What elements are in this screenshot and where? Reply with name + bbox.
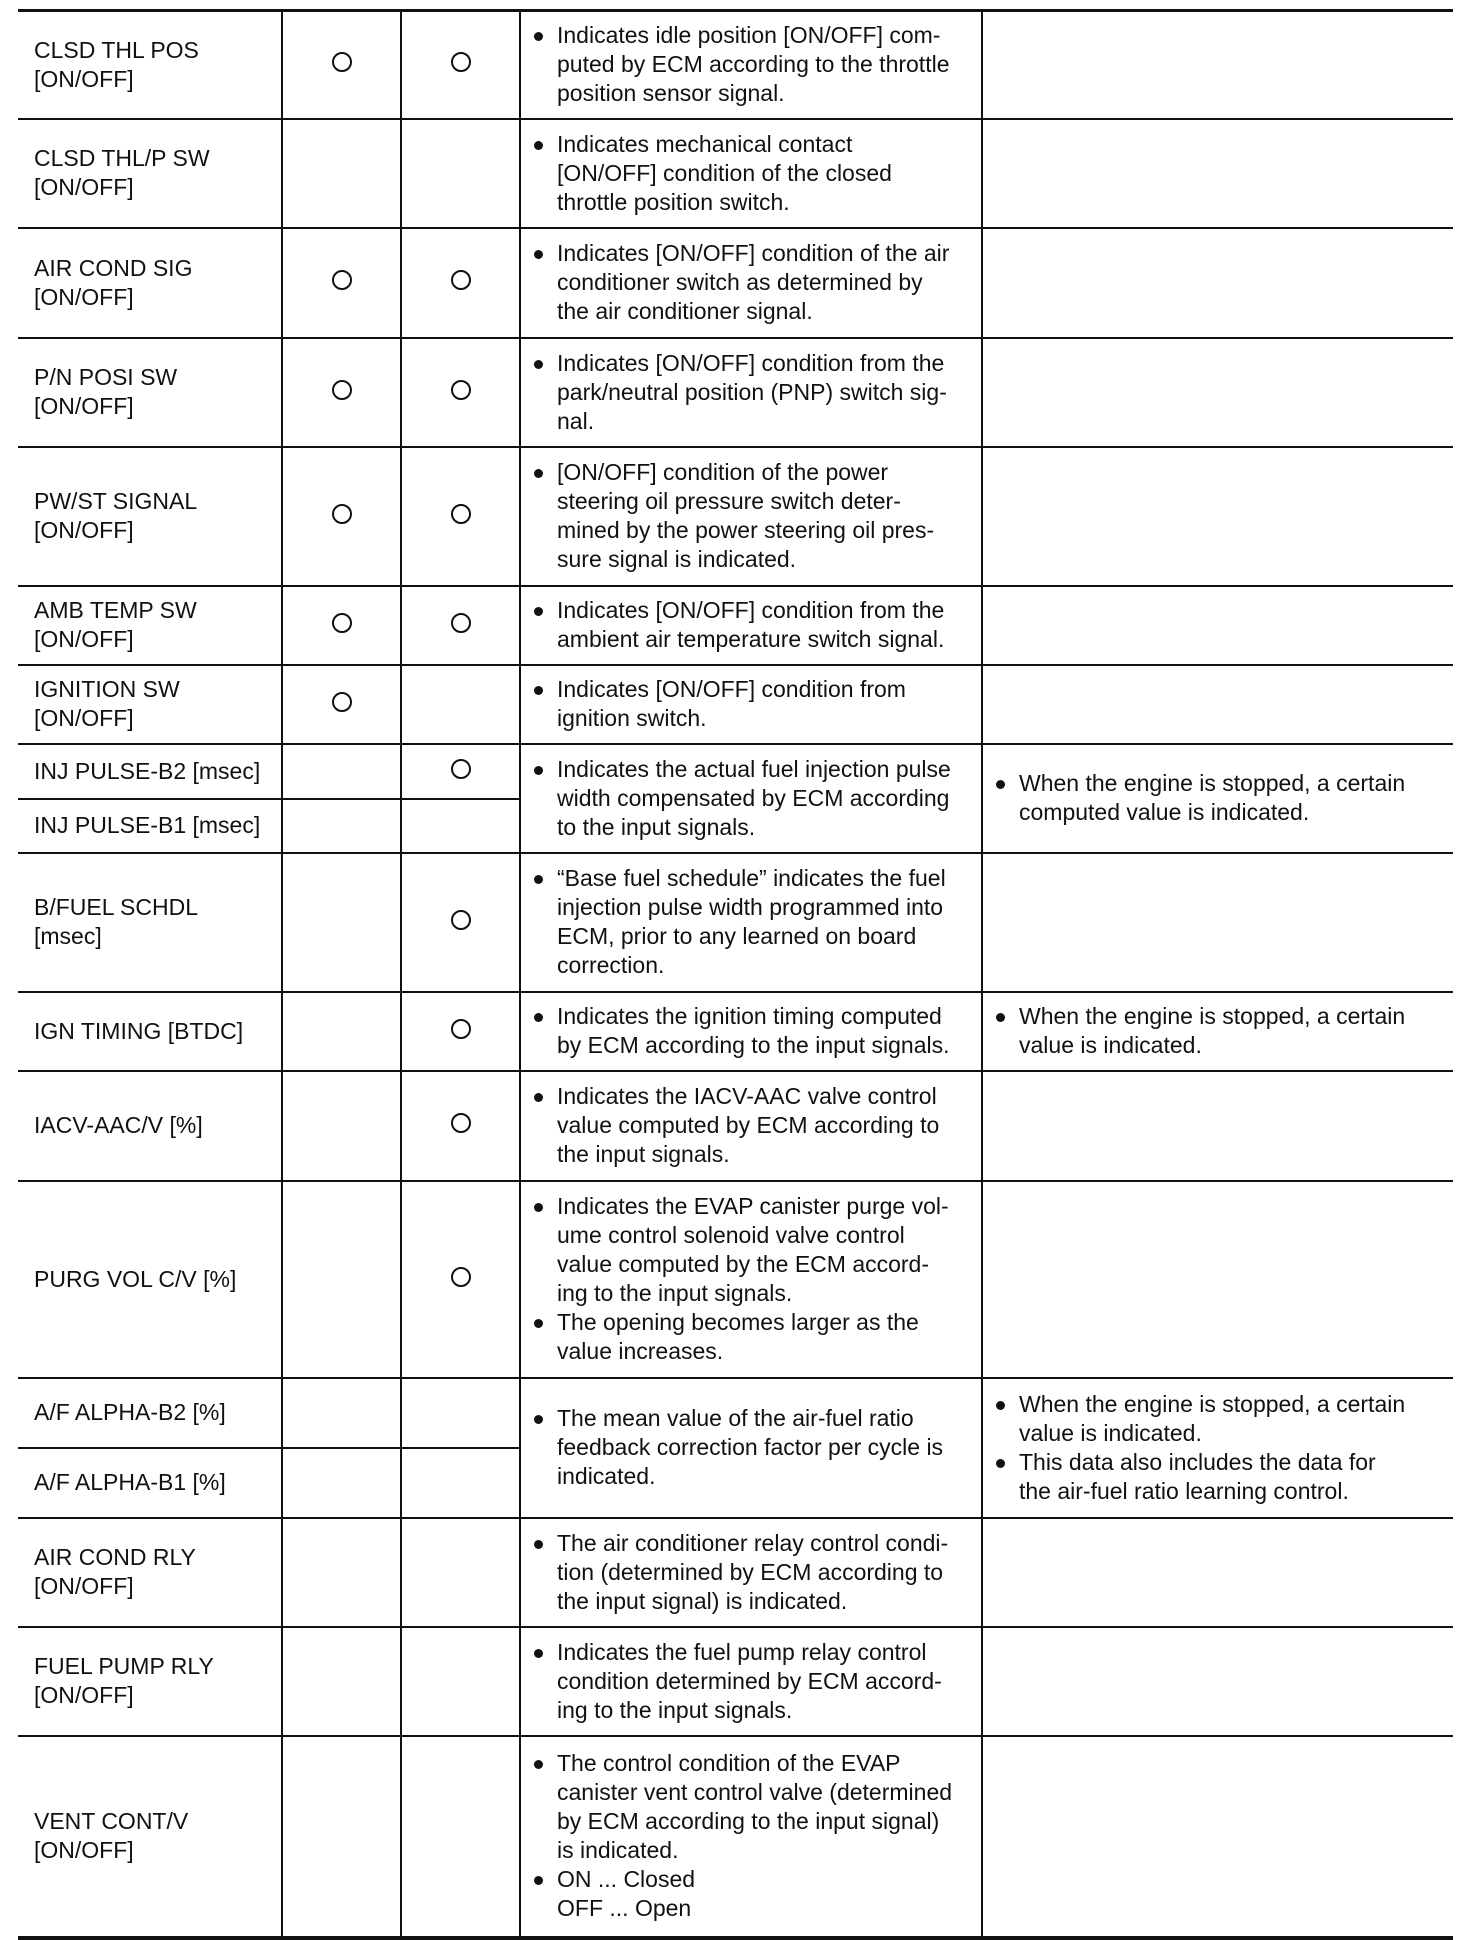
monitor-item-cell	[18, 1518, 282, 1627]
table-row	[18, 338, 1453, 447]
text-line: the input signal) is indicated.	[557, 1587, 848, 1614]
table-row	[18, 1627, 1453, 1736]
text-line: [msec]	[34, 923, 102, 949]
main-signals-cell	[282, 1378, 401, 1448]
remarks-cell	[982, 1378, 1453, 1518]
circle-mark-icon	[451, 380, 471, 400]
text-line: conditioner switch as determined by	[557, 269, 923, 295]
text-line: by ECM according to the input signal)	[557, 1808, 940, 1834]
description-cell	[520, 1518, 982, 1627]
monitor-item-cell	[18, 338, 282, 447]
bullet-item	[531, 1002, 975, 1060]
remarks-cell	[982, 586, 1453, 665]
text-line: value increases.	[557, 1338, 724, 1364]
text-line: condition determined by ECM accord-	[557, 1667, 942, 1694]
main-signals-cell	[282, 11, 401, 119]
text-line: Indicates [ON/OFF] condition of the air	[557, 240, 950, 266]
selection-cell	[401, 1627, 520, 1736]
text-line: ECM, prior to any learned on board	[557, 923, 917, 949]
text-line: Indicates the ignition timing computed	[557, 1003, 942, 1029]
monitor-item-cell	[18, 853, 282, 992]
text-line: [ON/OFF]	[34, 174, 134, 200]
bullet-item	[993, 1002, 1447, 1060]
text-line: When the engine is stopped, a certain	[1019, 1003, 1406, 1029]
text-line: The opening becomes larger as the	[557, 1309, 919, 1335]
bullet-item	[531, 596, 975, 654]
description-cell	[520, 228, 982, 338]
text-line: VENT CONT/V	[34, 1808, 189, 1834]
description-cell	[520, 1378, 982, 1518]
circle-mark-icon	[332, 692, 352, 712]
main-signals-cell	[282, 665, 401, 744]
remarks-cell	[982, 1518, 1453, 1627]
text-line: [ON/OFF]	[34, 283, 134, 310]
text-line: value computed by ECM according to	[557, 1112, 940, 1138]
main-signals-cell	[282, 119, 401, 228]
text-line: computed value is indicated.	[1019, 799, 1310, 825]
monitor-item-cell	[18, 1448, 282, 1518]
table-row	[18, 992, 1453, 1071]
main-signals-cell	[282, 799, 401, 853]
bullet-item	[531, 1865, 975, 1923]
bullet-item	[993, 1448, 1447, 1506]
remarks-cell	[982, 119, 1453, 228]
text-line: mined by the power steering oil pres-	[557, 517, 935, 543]
remarks-cell	[982, 11, 1453, 119]
table-row	[18, 11, 1453, 119]
text-line: [ON/OFF]	[34, 705, 134, 731]
text-line: value is indicated.	[1019, 1032, 1202, 1058]
text-line: injection pulse width programmed into	[557, 894, 944, 920]
monitor-item-cell	[18, 1378, 282, 1448]
text-line: INJ PULSE-B1 [msec]	[34, 812, 261, 838]
table-row	[18, 1736, 1453, 1938]
circle-mark-icon	[451, 759, 471, 779]
text-line: the input signals.	[557, 1141, 730, 1167]
text-line: ing to the input signals.	[557, 1280, 793, 1306]
text-line: puted by ECM according to the throttle	[557, 51, 950, 78]
text-line: [ON/OFF] condition of the power	[557, 459, 889, 485]
description-cell	[520, 1627, 982, 1736]
monitor-item-cell	[18, 665, 282, 744]
description-cell	[520, 338, 982, 447]
text-line: CLSD THL POS	[34, 36, 199, 63]
monitor-item-cell	[18, 586, 282, 665]
table-row	[18, 586, 1453, 665]
selection-cell	[401, 11, 520, 119]
selection-cell	[401, 992, 520, 1071]
main-signals-cell	[282, 447, 401, 586]
remarks-cell	[982, 447, 1453, 586]
text-line: width compensated by ECM according	[557, 784, 950, 811]
text-line: steering oil pressure switch deter-	[557, 488, 901, 514]
selection-cell	[401, 338, 520, 447]
description-cell	[520, 1736, 982, 1938]
table-row	[18, 1181, 1453, 1378]
selection-cell	[401, 665, 520, 744]
bullet-item	[531, 130, 975, 217]
text-line: value is indicated.	[1019, 1419, 1202, 1446]
main-signals-cell	[282, 1448, 401, 1518]
text-line: B/FUEL SCHDL	[34, 894, 199, 920]
text-line: Indicates [ON/OFF] condition from the	[557, 349, 945, 376]
bullet-item	[531, 458, 975, 574]
description-cell	[520, 1181, 982, 1378]
bullet-item	[993, 1390, 1447, 1448]
circle-mark-icon	[451, 52, 471, 72]
text-line: AIR COND RLY	[34, 1544, 196, 1570]
table-row	[18, 119, 1453, 228]
text-line: IGNITION SW	[34, 676, 180, 702]
selection-cell	[401, 586, 520, 665]
remarks-cell	[982, 1627, 1453, 1736]
text-line: feedback correction factor per cycle is	[557, 1434, 944, 1460]
text-line: OFF ... Open	[557, 1895, 692, 1921]
monitor-item-table	[18, 9, 1453, 1940]
text-line: Indicates mechanical contact	[557, 130, 853, 157]
text-line: INJ PULSE-B2 [msec]	[34, 757, 261, 784]
remarks-cell	[982, 228, 1453, 338]
monitor-item-cell	[18, 1181, 282, 1378]
monitor-item-cell	[18, 992, 282, 1071]
selection-cell	[401, 744, 520, 799]
text-line: Indicates idle position [ON/OFF] com-	[557, 22, 941, 49]
text-line: [ON/OFF]	[34, 65, 134, 92]
text-line: Indicates the IACV-AAC valve control	[557, 1083, 937, 1109]
monitor-item-cell	[18, 228, 282, 338]
text-line: Indicates [ON/OFF] condition from	[557, 676, 906, 702]
text-line: The air conditioner relay control condi-	[557, 1529, 949, 1556]
text-line: value computed by the ECM accord-	[557, 1251, 930, 1277]
text-line: “Base fuel schedule” indicates the fuel	[557, 865, 946, 891]
bullet-item	[531, 239, 975, 326]
text-line: Indicates the fuel pump relay control	[557, 1638, 927, 1665]
circle-mark-icon	[451, 613, 471, 633]
circle-mark-icon	[451, 270, 471, 290]
text-line: [ON/OFF]	[34, 517, 134, 543]
text-line: P/N POSI SW	[34, 364, 178, 390]
bullet-item	[531, 1749, 975, 1865]
circle-mark-icon	[332, 52, 352, 72]
monitor-item-cell	[18, 1736, 282, 1938]
bullet-item	[531, 21, 975, 108]
text-line: canister vent control valve (determined	[557, 1779, 953, 1805]
selection-cell	[401, 1181, 520, 1378]
text-line: the air-fuel ratio learning control.	[1019, 1477, 1349, 1504]
circle-mark-icon	[332, 270, 352, 290]
bullet-item	[531, 675, 975, 733]
bullet-item	[531, 1308, 975, 1366]
circle-mark-icon	[332, 504, 352, 524]
text-line: [ON/OFF] condition of the closed	[557, 159, 892, 186]
bullet-item	[993, 769, 1447, 827]
selection-cell	[401, 853, 520, 992]
monitor-item-cell	[18, 447, 282, 586]
circle-mark-icon	[451, 504, 471, 524]
text-line: This data also includes the data for	[1019, 1448, 1376, 1475]
circle-mark-icon	[451, 1113, 471, 1133]
table-row	[18, 1518, 1453, 1627]
description-cell	[520, 119, 982, 228]
selection-cell	[401, 228, 520, 338]
monitor-item-cell	[18, 11, 282, 119]
description-cell	[520, 1071, 982, 1181]
table-row	[18, 1071, 1453, 1181]
text-line: PW/ST SIGNAL	[34, 488, 198, 514]
bullet-item	[531, 755, 975, 842]
remarks-cell	[982, 1071, 1453, 1181]
text-line: [ON/OFF]	[34, 626, 134, 652]
remarks-cell	[982, 665, 1453, 744]
text-line: A/F ALPHA-B1 [%]	[34, 1469, 226, 1495]
text-line: tion (determined by ECM according to	[557, 1558, 944, 1585]
text-line: correction.	[557, 952, 665, 978]
selection-cell	[401, 1378, 520, 1448]
selection-cell	[401, 447, 520, 586]
text-line: The control condition of the EVAP	[557, 1750, 901, 1776]
remarks-cell	[982, 1181, 1453, 1378]
text-line: FUEL PUMP RLY	[34, 1653, 214, 1679]
description-cell	[520, 11, 982, 119]
circle-mark-icon	[451, 910, 471, 930]
text-line: ambient air temperature switch signal.	[557, 626, 945, 652]
table-row	[18, 744, 1453, 799]
description-cell	[520, 744, 982, 853]
description-cell	[520, 992, 982, 1071]
main-signals-cell	[282, 1518, 401, 1627]
monitor-item-cell	[18, 119, 282, 228]
text-line: When the engine is stopped, a certain	[1019, 1390, 1406, 1417]
main-signals-cell	[282, 853, 401, 992]
text-line: IACV-AAC/V [%]	[34, 1112, 203, 1138]
selection-cell	[401, 799, 520, 853]
bullet-item	[531, 1404, 975, 1491]
text-line: AMB TEMP SW	[34, 597, 197, 623]
text-line: Indicates [ON/OFF] condition from the	[557, 597, 945, 623]
circle-mark-icon	[451, 1019, 471, 1039]
text-line: [ON/OFF]	[34, 1682, 134, 1708]
text-line: AIR COND SIG	[34, 254, 193, 281]
text-line: park/neutral position (PNP) switch sig-	[557, 378, 947, 405]
table-row	[18, 228, 1453, 338]
circle-mark-icon	[451, 1267, 471, 1287]
selection-cell	[401, 119, 520, 228]
table-row	[18, 853, 1453, 992]
text-line: The mean value of the air-fuel ratio	[557, 1405, 914, 1431]
text-line: IGN TIMING [BTDC]	[34, 1017, 244, 1044]
monitor-item-cell	[18, 1071, 282, 1181]
text-line: sure signal is indicated.	[557, 546, 797, 572]
main-signals-cell	[282, 1181, 401, 1378]
text-line: indicated.	[557, 1463, 656, 1489]
main-signals-cell	[282, 744, 401, 799]
table-row	[18, 1378, 1453, 1448]
bullet-item	[531, 1192, 975, 1308]
table-row	[18, 447, 1453, 586]
text-line: PURG VOL C/V [%]	[34, 1265, 237, 1292]
main-signals-cell	[282, 1627, 401, 1736]
text-line: ON ... Closed	[557, 1866, 696, 1892]
bullet-item	[531, 349, 975, 436]
text-line: Indicates the EVAP canister purge vol-	[557, 1193, 949, 1219]
text-line: throttle position switch.	[557, 188, 790, 215]
main-signals-cell	[282, 586, 401, 665]
selection-cell	[401, 1736, 520, 1938]
text-line: to the input signals.	[557, 813, 756, 840]
remarks-cell	[982, 853, 1453, 992]
text-line: ing to the input signals.	[557, 1696, 793, 1723]
remarks-cell	[982, 744, 1453, 853]
main-signals-cell	[282, 1736, 401, 1938]
description-cell	[520, 665, 982, 744]
remarks-cell	[982, 992, 1453, 1071]
main-signals-cell	[282, 1071, 401, 1181]
text-line: by ECM according to the input signals.	[557, 1032, 950, 1058]
text-line: CLSD THL/P SW	[34, 145, 210, 171]
monitor-item-cell	[18, 799, 282, 853]
text-line: [ON/OFF]	[34, 1837, 134, 1863]
description-cell	[520, 853, 982, 992]
text-line: [ON/OFF]	[34, 393, 134, 419]
text-line: nal.	[557, 407, 595, 434]
description-cell	[520, 447, 982, 586]
bullet-item	[531, 1082, 975, 1169]
text-line: Indicates the actual fuel injection pulse	[557, 755, 951, 782]
circle-mark-icon	[332, 613, 352, 633]
text-line: A/F ALPHA-B2 [%]	[34, 1399, 226, 1425]
text-line: is indicated.	[557, 1837, 679, 1863]
bullet-item	[531, 864, 975, 980]
circle-mark-icon	[332, 380, 352, 400]
selection-cell	[401, 1448, 520, 1518]
description-cell	[520, 586, 982, 665]
text-line: the air conditioner signal.	[557, 298, 813, 324]
main-signals-cell	[282, 992, 401, 1071]
bullet-item	[531, 1638, 975, 1725]
text-line: [ON/OFF]	[34, 1573, 134, 1599]
remarks-cell	[982, 1736, 1453, 1938]
monitor-item-cell	[18, 744, 282, 799]
selection-cell	[401, 1071, 520, 1181]
main-signals-cell	[282, 228, 401, 338]
text-line: ignition switch.	[557, 705, 707, 731]
text-line: position sensor signal.	[557, 80, 785, 107]
table-body	[18, 11, 1453, 1938]
monitor-item-cell	[18, 1627, 282, 1736]
text-line: When the engine is stopped, a certain	[1019, 770, 1406, 796]
bullet-item	[531, 1529, 975, 1616]
remarks-cell	[982, 338, 1453, 447]
selection-cell	[401, 1518, 520, 1627]
main-signals-cell	[282, 338, 401, 447]
table-row	[18, 665, 1453, 744]
text-line: ume control solenoid valve control	[557, 1222, 905, 1248]
